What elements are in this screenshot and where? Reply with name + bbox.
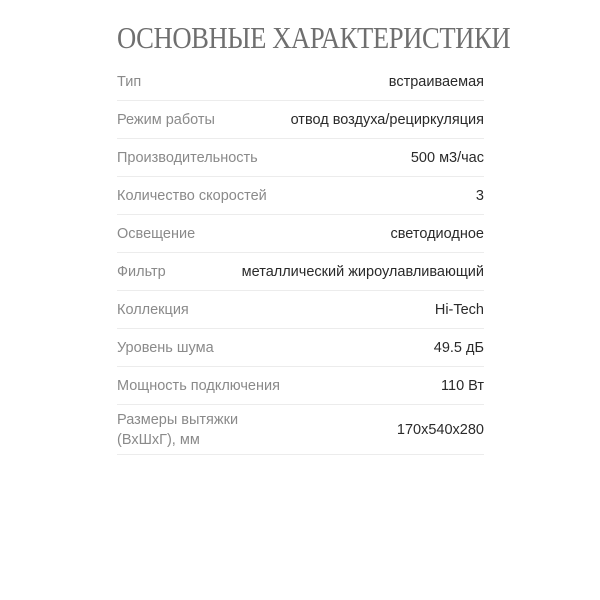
spec-row-lighting	[117, 215, 484, 253]
spec-label: Освещение	[117, 225, 196, 242]
spec-row-type	[117, 64, 484, 101]
spec-row-capacity	[117, 139, 484, 177]
spec-value: отвод воздуха/рециркуляция	[290, 111, 484, 128]
spec-value: 3	[475, 187, 484, 204]
spec-value: 500 м3/час	[410, 149, 484, 166]
spec-label: Размеры вытяжки (ВхШхГ), мм	[117, 411, 239, 448]
spec-value: 110 Вт	[441, 377, 484, 394]
section-title: ОСНОВНЫЕ ХАРАКТЕРИСТИКИ	[117, 20, 511, 55]
spec-label: Режим работы	[117, 111, 215, 128]
spec-row-collection	[117, 291, 484, 329]
spec-row-mode	[117, 101, 484, 139]
spec-value: встраиваемая	[388, 74, 484, 90]
spec-label: Количество скоростей	[117, 187, 267, 204]
spec-label: Тип	[117, 74, 142, 90]
spec-value: светодиодное	[390, 225, 484, 242]
spec-row-power	[117, 367, 484, 405]
spec-label: Уровень шума	[117, 339, 214, 356]
spec-value: металлический жироулавливающий	[241, 263, 484, 280]
spec-label: Производительность	[117, 149, 258, 166]
spec-row-filter	[117, 253, 484, 291]
spec-value: 170x540x280	[396, 421, 484, 438]
spec-row-dimensions	[117, 405, 484, 455]
spec-value: Hi-Tech	[434, 301, 484, 318]
spec-row-noise	[117, 329, 484, 367]
spec-value: 49.5 дБ	[433, 339, 484, 356]
spec-row-speeds	[117, 177, 484, 215]
specs-table	[117, 64, 484, 455]
spec-label: Фильтр	[117, 263, 166, 280]
spec-label: Мощность подключения	[117, 377, 280, 394]
spec-label: Коллекция	[117, 301, 189, 318]
